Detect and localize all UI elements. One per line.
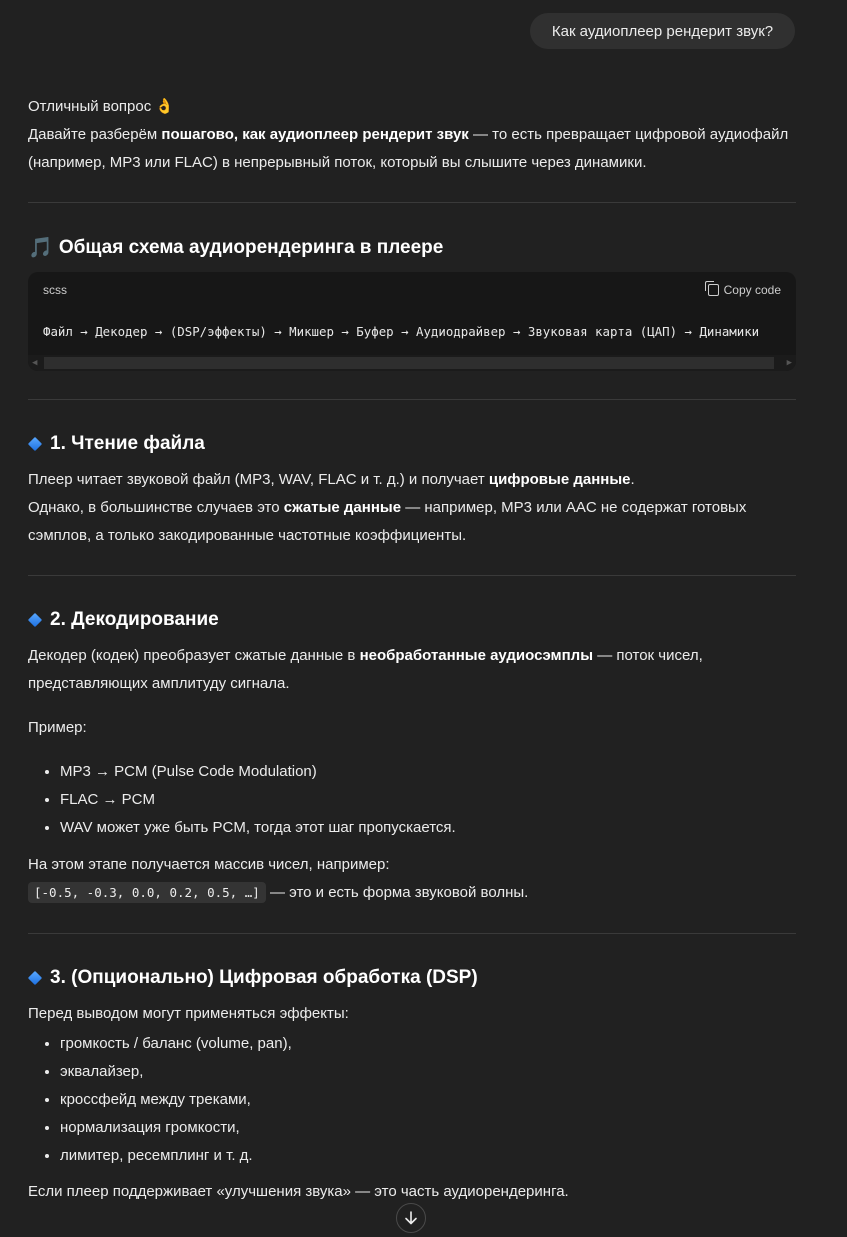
- section-3-heading: [28, 964, 796, 992]
- bold-text: необработанные аудиосэмплы: [359, 647, 594, 664]
- section-1-paragraph: [28, 466, 796, 550]
- list-item: • эквалайзер,: [60, 1058, 796, 1086]
- example-list: [28, 758, 796, 842]
- intro-text-post: — то есть превращает цифровой аудиофайл (например, MP3 или FLAC) в непрерывный поток, который вы слышите через динамики.: [28, 126, 789, 171]
- section-1-title: 1. Чтение файла: [50, 433, 205, 454]
- divider: [28, 202, 796, 203]
- blue-diamond-icon: [28, 437, 42, 451]
- intro-line-1: Отличный вопрос 👌: [28, 98, 175, 115]
- list-item: • лимитер, ресемплинг и т. д.: [60, 1142, 796, 1170]
- list-item: • MP3 → PCM (Pulse Code Modulation): [60, 758, 796, 786]
- list-item: • WAV может уже быть PCM, тогда этот шаг пропускается.: [60, 814, 796, 842]
- assistant-message: [28, 93, 796, 1206]
- divider: [28, 933, 796, 934]
- section-3-title: 3. (Опционально) Цифровая обработка (DSP): [50, 967, 478, 988]
- scroll-left-icon[interactable]: ◀: [32, 358, 38, 368]
- section-2-title: 2. Декодирование: [50, 609, 219, 630]
- text: — это и есть форма звуковой волны.: [265, 884, 529, 901]
- example-label: Пример:: [28, 719, 87, 736]
- schema-heading: [28, 234, 796, 262]
- divider: [28, 575, 796, 576]
- code-scrollbar[interactable]: [28, 355, 796, 371]
- list-item: • кроссфейд между треками,: [60, 1086, 796, 1114]
- intro-text: Давайте разберём: [28, 126, 162, 143]
- effects-list: [28, 1030, 796, 1170]
- section-1-heading: [28, 430, 796, 458]
- text: — поток чисел, представляющих амплитуду сигнала.: [28, 647, 703, 692]
- section-2-array-paragraph: [28, 851, 796, 907]
- section-2-heading: [28, 606, 796, 634]
- arrow-down-icon: [403, 1210, 419, 1226]
- copy-code-label: Copy code: [723, 283, 781, 297]
- intro-bold: пошагово, как аудиоплеер рендерит звук: [161, 126, 469, 143]
- code-block: [28, 272, 796, 371]
- code-header: [28, 272, 796, 308]
- bold-text: цифровые данные: [488, 471, 631, 488]
- list-item: • FLAC → PCM: [60, 786, 796, 814]
- bold-text: сжатые данные: [283, 499, 402, 516]
- music-note-icon: 🎵: [28, 237, 53, 259]
- text: .: [630, 471, 635, 488]
- text: — например, MP3 или AAC не содержат готовых сэмплов, а только закодированные частотные коэффициенты.: [28, 499, 747, 544]
- code-language: scss: [43, 283, 67, 297]
- text: Плеер читает звуковой файл (MP3, WAV, FLAC и т. д.) и получает: [28, 471, 489, 488]
- text: Однако, в большинстве случаев это: [28, 499, 284, 516]
- text: Декодер (кодек) преобразует сжатые данные в: [28, 647, 360, 664]
- copy-code-button[interactable]: [708, 283, 781, 297]
- section-2-paragraph: [28, 642, 796, 698]
- blue-diamond-icon: [28, 613, 42, 627]
- schema-title: Общая схема аудиорендеринга в плеере: [58, 237, 444, 258]
- list-item: • нормализация громкости,: [60, 1114, 796, 1142]
- section-3-paragraph: Перед выводом могут применяться эффекты:: [28, 1005, 349, 1022]
- intro-line-2: [28, 121, 796, 177]
- user-message-bubble: Как аудиоплеер рендерит звук?: [530, 13, 795, 49]
- inline-code: [-0.5, -0.3, 0.0, 0.2, 0.5, …]: [28, 882, 266, 903]
- blue-diamond-icon: [28, 971, 42, 985]
- scroll-down-button[interactable]: [396, 1203, 426, 1233]
- divider: [28, 399, 796, 400]
- list-item: • громкость / баланс (volume, pan),: [60, 1030, 796, 1058]
- scrollbar-thumb[interactable]: [44, 357, 774, 369]
- text: На этом этапе получается массив чисел, например:: [28, 856, 390, 873]
- scroll-right-icon[interactable]: ▶: [786, 358, 792, 368]
- section-3-closing: Если плеер поддерживает «улучшения звука» — это часть аудиорендеринга.: [28, 1183, 569, 1200]
- copy-icon: [708, 284, 719, 296]
- code-content: Файл → Декодер → (DSP/эффекты) → Микшер → Буфер → Аудиодрайвер → Звуковая карта (ЦАП) → Динамики: [43, 324, 760, 339]
